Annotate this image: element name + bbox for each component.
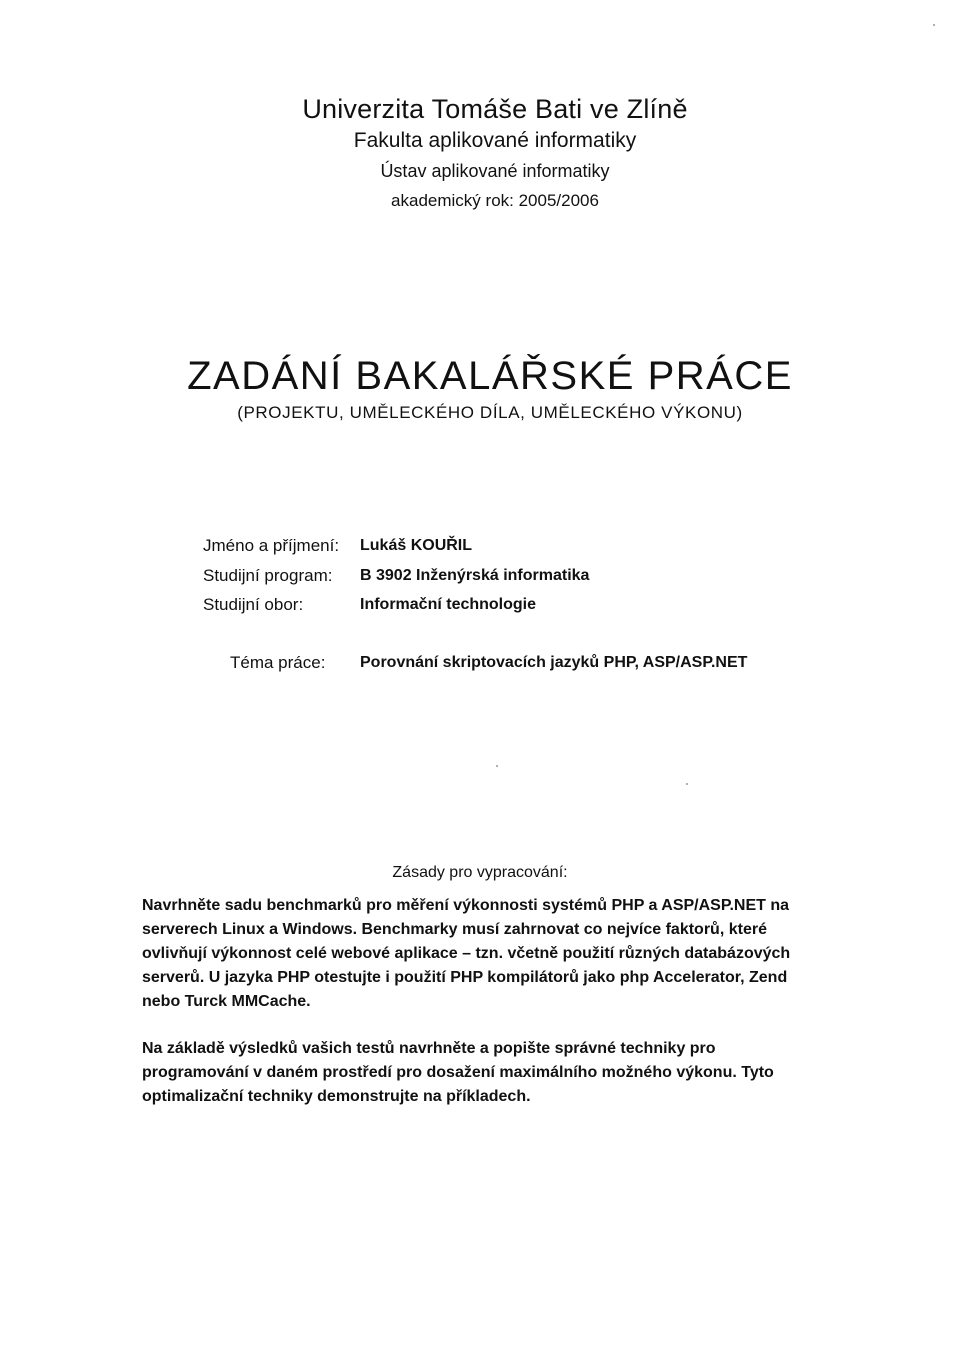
document-title: ZADÁNÍ BAKALÁŘSKÉ PRÁCE xyxy=(187,354,793,398)
rules-heading: Zásady pro vypracování: xyxy=(392,864,568,881)
document-title-block xyxy=(0,352,960,424)
academic-year: akademický rok: 2005/2006 xyxy=(391,191,599,210)
field-value: Informační technologie xyxy=(360,596,537,613)
program-value: B 3902 Inženýrská informatika xyxy=(360,567,590,584)
topic-value: Porovnání skriptovacích jazyků PHP, ASP/ASP.NET xyxy=(360,654,748,671)
document-header xyxy=(0,92,960,216)
name-label: Jméno a příjmení: xyxy=(203,536,340,555)
scan-speck xyxy=(496,765,498,767)
institute-name: Ústav aplikované informatiky xyxy=(380,161,610,181)
program-label: Studijní program: xyxy=(203,566,333,585)
document-subtitle: (PROJEKTU, UMĚLECKÉHO DÍLA, UMĚLECKÉHO VÝKONU) xyxy=(237,403,743,422)
scan-speck xyxy=(686,783,688,785)
scan-speck xyxy=(933,24,935,26)
topic-label: Téma práce: xyxy=(230,653,326,672)
field-label: Studijní obor: xyxy=(203,595,304,614)
rules-paragraph-1: Navrhněte sadu benchmarků pro měření výkonnosti systémů PHP a ASP/ASP.NET na serverech Linux a Windows. Benchmarky musí zahrnovat co nejvíce faktorů, které ovlivňují výkonnost celé webové aplikace – tzn. včetně použití různých databázových serverů. U jazyka PHP otestujte i použití PHP kompilátorů jako php Accelerator, Zend nebo Turck MMCache. xyxy=(142,897,791,1010)
name-value: Lukáš KOUŘIL xyxy=(360,537,473,554)
faculty-name: Fakulta aplikované informatiky xyxy=(353,129,637,152)
rules-paragraph-2: Na základě výsledků vašich testů navrhněte a popište správné techniky pro programování v daném prostředí pro dosažení maximálního možného výkonu. Tyto optimalizační techniky demonstrujte na příkladech. xyxy=(142,1040,774,1105)
university-name: Univerzita Tomáše Bati ve Zlíně xyxy=(302,94,688,124)
